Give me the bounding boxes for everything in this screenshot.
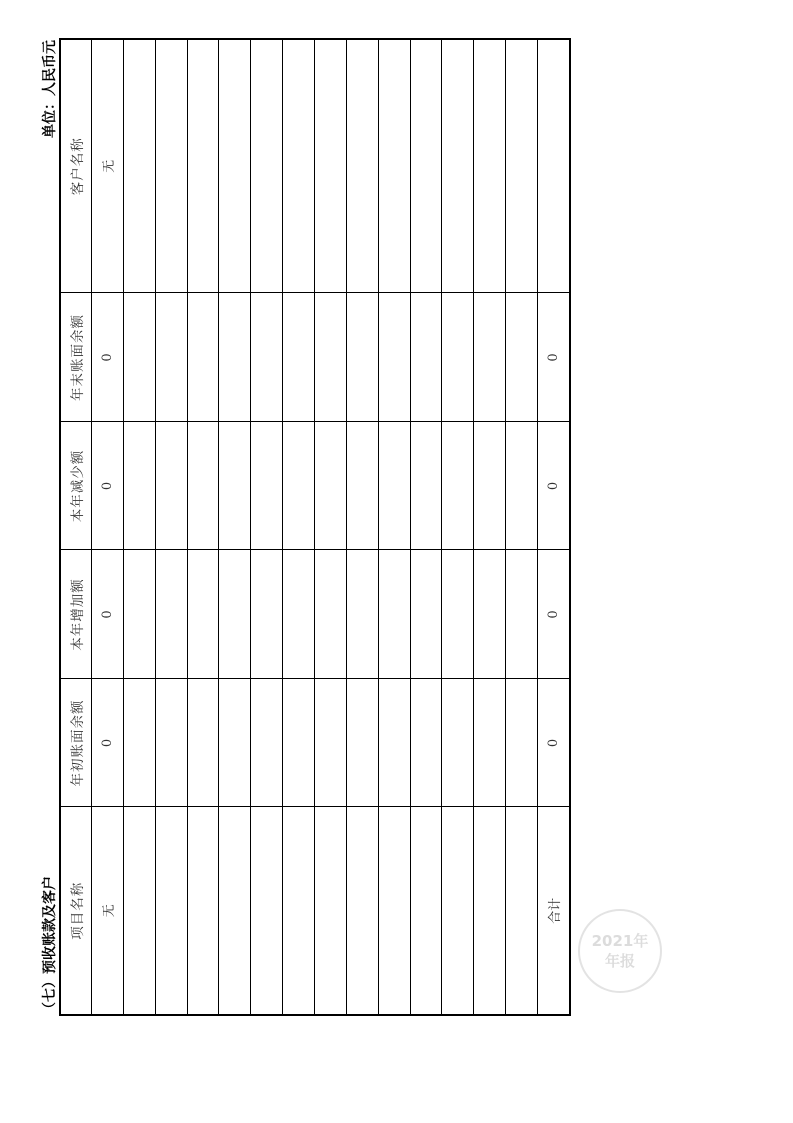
table-cell [219, 807, 251, 1015]
table-row [474, 39, 506, 1015]
table-cell [155, 422, 187, 550]
cell-customer-name: 无 [92, 39, 124, 293]
table-cell [410, 807, 442, 1015]
table-cell [378, 550, 410, 679]
header-customer-name: 客户名称 [60, 39, 92, 293]
table-row [219, 39, 251, 1015]
header-decrease: 本年减少额 [60, 422, 92, 550]
table-cell [187, 550, 219, 679]
table-cell [378, 39, 410, 293]
table-cell [315, 39, 347, 293]
table-cell [410, 293, 442, 422]
cell-item-name: 无 [92, 807, 124, 1015]
table-cell [442, 679, 474, 807]
table-cell [410, 679, 442, 807]
table-cell [506, 422, 538, 550]
table-cell [410, 422, 442, 550]
table-cell [410, 39, 442, 293]
table-cell [251, 422, 283, 550]
cell-total-label: 合计 [538, 807, 570, 1015]
table-cell [187, 807, 219, 1015]
table-cell [474, 422, 506, 550]
table-cell [474, 293, 506, 422]
header-item-name: 项目名称 [60, 807, 92, 1015]
table-cell [506, 679, 538, 807]
table-cell [378, 807, 410, 1015]
table-cell [315, 550, 347, 679]
cell-increase: 0 [92, 550, 124, 679]
table-cell [315, 293, 347, 422]
annual-report-watermark-stamp [578, 909, 662, 993]
table-cell [155, 807, 187, 1015]
table-cell [251, 679, 283, 807]
table-cell [506, 807, 538, 1015]
table-cell [474, 39, 506, 293]
report-sheet [40, 40, 571, 1016]
header-row [60, 39, 92, 1015]
table-cell [155, 679, 187, 807]
table-cell [346, 679, 378, 807]
table-cell [378, 679, 410, 807]
table-cell [283, 550, 315, 679]
cell-opening-balance: 0 [92, 679, 124, 807]
cell-total-decrease: 0 [538, 422, 570, 550]
table-cell [474, 679, 506, 807]
table-cell [506, 39, 538, 293]
table-cell [155, 293, 187, 422]
table-cell [442, 422, 474, 550]
header-increase: 本年增加额 [60, 550, 92, 679]
table-cell [219, 679, 251, 807]
table-cell [219, 293, 251, 422]
table-row [283, 39, 315, 1015]
cell-decrease: 0 [92, 422, 124, 550]
table-row [155, 39, 187, 1015]
table-cell [315, 679, 347, 807]
table-cell [378, 422, 410, 550]
table-row [92, 39, 124, 1015]
table-cell [442, 293, 474, 422]
table-row [346, 39, 378, 1015]
table-cell [155, 550, 187, 679]
table-cell [346, 807, 378, 1015]
header-opening-balance: 年初账面余额 [60, 679, 92, 807]
table-cell [346, 550, 378, 679]
table-row [315, 39, 347, 1015]
table-cell [155, 39, 187, 293]
table-cell [283, 679, 315, 807]
total-row [538, 39, 570, 1015]
table-cell [283, 422, 315, 550]
table-cell [283, 39, 315, 293]
cell-total-increase: 0 [538, 550, 570, 679]
table-cell [251, 293, 283, 422]
table-cell [506, 293, 538, 422]
table-cell [410, 550, 442, 679]
table-cell [251, 39, 283, 293]
table-cell [442, 807, 474, 1015]
table-cell [123, 293, 155, 422]
table-row [506, 39, 538, 1015]
table-cell [474, 807, 506, 1015]
table-cell [442, 39, 474, 293]
table-cell [283, 807, 315, 1015]
section-title: （七）预收账款及客户 [42, 876, 58, 1016]
table-cell [219, 550, 251, 679]
table-cell [283, 293, 315, 422]
table-cell [187, 422, 219, 550]
table-cell [219, 39, 251, 293]
cell-closing-balance: 0 [92, 293, 124, 422]
cell-total-opening: 0 [538, 679, 570, 807]
table-cell [123, 422, 155, 550]
table-cell [187, 39, 219, 293]
table-cell [187, 679, 219, 807]
table-row [442, 39, 474, 1015]
table-cell [219, 422, 251, 550]
table-cell [251, 807, 283, 1015]
table-cell [251, 550, 283, 679]
table-row [187, 39, 219, 1015]
advance-receipts-table [59, 38, 571, 1016]
table-cell [346, 39, 378, 293]
cell-total-closing: 0 [538, 293, 570, 422]
table-cell [123, 39, 155, 293]
watermark-line1: 2021年 [591, 932, 649, 950]
table-cell [346, 293, 378, 422]
table-row [251, 39, 283, 1015]
table-cell [442, 550, 474, 679]
table-cell [315, 807, 347, 1015]
table-row [410, 39, 442, 1015]
table-cell [506, 550, 538, 679]
table-cell [315, 422, 347, 550]
table-row [123, 39, 155, 1015]
table-cell [378, 293, 410, 422]
unit-label: 单位：人民币元 [42, 40, 58, 138]
table-cell [123, 679, 155, 807]
table-cell [346, 422, 378, 550]
watermark-line2: 年报 [604, 952, 635, 970]
table-row [378, 39, 410, 1015]
table-cell [187, 293, 219, 422]
header-closing-balance: 年末账面余额 [60, 293, 92, 422]
table-cell [123, 807, 155, 1015]
cell-total-customer [538, 39, 570, 293]
table-cell [474, 550, 506, 679]
table-cell [123, 550, 155, 679]
